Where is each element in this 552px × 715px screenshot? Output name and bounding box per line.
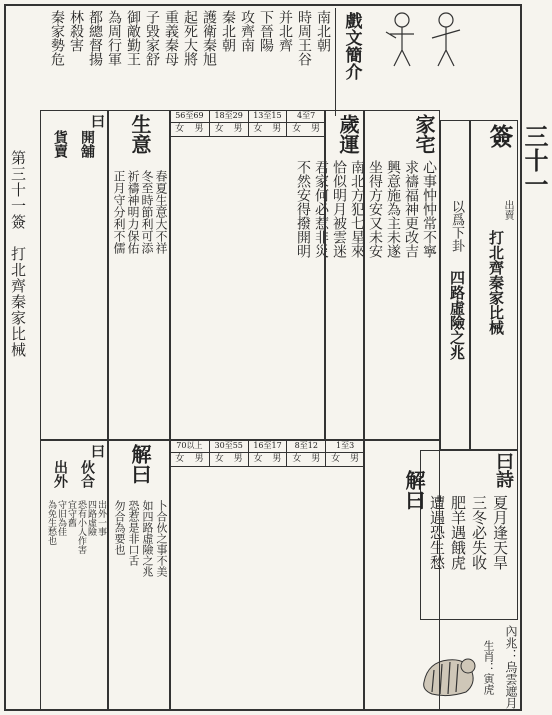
- gender-label: 男: [194, 454, 204, 464]
- story-column: 秦北朝: [220, 10, 236, 52]
- gender-labels: [249, 123, 287, 136]
- gender-label: 女: [253, 454, 263, 464]
- chuwai-line: 恐有小人作害: [76, 500, 86, 554]
- jie-bottom-line: 恐惹是非口舌: [127, 500, 140, 566]
- chuwai-lines: [42, 500, 106, 705]
- jie-line: 心事忡忡常不寧: [421, 160, 437, 258]
- gender-label: 男: [233, 454, 243, 464]
- story-heading-box: [335, 8, 368, 116]
- poem-label: 曰詩: [493, 452, 514, 488]
- fortune-title: 三十一簽: [485, 124, 549, 196]
- gender-labels: [287, 453, 325, 466]
- age-bottom-divider: [170, 466, 364, 467]
- gender-label: 女: [253, 124, 263, 134]
- age-range-header: [209, 110, 248, 136]
- story-column: 重義秦母: [163, 10, 179, 66]
- gender-label: 女: [214, 124, 224, 134]
- day-label-1: 曰: [89, 114, 105, 128]
- gender-labels: [326, 453, 364, 466]
- jie-bottom-lines: [110, 500, 168, 705]
- gender-labels: [249, 453, 287, 466]
- day-label-2: 曰: [89, 444, 105, 458]
- gender-label: 女: [292, 124, 302, 134]
- shengyi-line: 冬至時節利可添: [140, 170, 154, 254]
- age-range-header: [170, 110, 209, 136]
- age-range-label: 30至55: [210, 440, 248, 453]
- shengyi-line: 正月守分利不儒: [112, 170, 126, 254]
- age-range-label: 8至12: [287, 440, 325, 453]
- jie-line: 不然安得撥開明: [295, 160, 311, 258]
- gua-summary: 四路虛險之兆: [448, 270, 466, 360]
- shengyi-line: 祈禱神明力保佑: [126, 170, 140, 254]
- age-table-top-header: [170, 110, 325, 136]
- chuwai-line: 守旧為佳: [56, 500, 66, 536]
- fortune-story-title: 打北齊秦家比械: [487, 230, 505, 335]
- gender-labels: [210, 123, 248, 136]
- age-range-header: [209, 440, 248, 466]
- age-table-top: [170, 110, 325, 440]
- jiaoyi-title: 貨賣: [52, 130, 68, 158]
- suiyun-title: 歲運: [336, 114, 360, 154]
- poem-line: 遭遇恐生愁: [428, 495, 446, 570]
- gender-labels: [170, 123, 209, 136]
- gender-label: 女: [175, 124, 185, 134]
- poem-line: 肥羊遇餓虎: [449, 495, 467, 570]
- gender-label: 男: [311, 454, 321, 464]
- gender-label: 男: [311, 124, 321, 134]
- chuwai-line: 宜守舊: [66, 500, 76, 527]
- story-column: 為周行軍: [106, 10, 122, 66]
- age-range-label: 1至3: [326, 440, 364, 453]
- story-column: 秦家勢危: [49, 10, 65, 66]
- age-range-label: 4至7: [287, 110, 325, 123]
- gender-labels: [210, 453, 248, 466]
- story-block: [40, 8, 370, 116]
- age-range-header: [325, 440, 364, 466]
- poem-line: 三冬必失收: [470, 495, 488, 570]
- tiger-inner-text: 內兆：烏雲遮月: [504, 625, 518, 709]
- chuwai-line: 為免生愁也: [46, 500, 56, 545]
- story-column: 下晉陽: [258, 10, 274, 52]
- jie-bottom-line: 如四路虛險之兆: [141, 500, 154, 577]
- jie-line: 南北方犯七星來: [349, 160, 365, 258]
- poem-line: 夏月逢天旱: [491, 495, 509, 570]
- gender-labels: [287, 123, 325, 136]
- jie-line: 君家何必惹非災: [313, 160, 329, 258]
- shengyi-title: 生意: [128, 114, 152, 154]
- gender-label: 男: [194, 124, 204, 134]
- jie-bottom-title: 解曰: [402, 470, 426, 510]
- jie-line: 坐得方安又未安: [367, 160, 383, 258]
- age-range-header: [248, 440, 287, 466]
- story-column: 子毀家舒: [144, 10, 160, 66]
- age-table-bottom: [170, 440, 364, 710]
- story-heading: 戲文簡介: [341, 12, 362, 80]
- age-range-header: [248, 110, 287, 136]
- story-column: 并北齊: [277, 10, 293, 52]
- side-caption: 第三十一簽 打北齊秦家比械: [9, 150, 27, 358]
- age-range-label: 13至15: [249, 110, 287, 123]
- story-column: 林殺害: [68, 10, 84, 52]
- tiger-zodiac-label: 生肖：寅虎: [482, 640, 495, 695]
- gender-label: 男: [272, 454, 282, 464]
- age-range-header: [286, 110, 325, 136]
- gender-label: 女: [214, 454, 224, 464]
- jie-line: 興意施為主未遂: [385, 160, 401, 258]
- age-range-header: [286, 440, 325, 466]
- gender-label: 女: [175, 454, 185, 464]
- gender-label: 女: [292, 454, 302, 464]
- age-range-header: [170, 440, 209, 466]
- story-column: 時周王谷: [296, 10, 312, 66]
- jie-bottom-line: 勿合為要也: [113, 500, 126, 555]
- story-column: 御敵勤王: [125, 10, 141, 66]
- gender-label: 男: [272, 124, 282, 134]
- story-column: 南北朝: [315, 10, 331, 52]
- jie-line: 恰似明月被雲迷: [331, 160, 347, 258]
- gender-label: 女: [331, 454, 341, 464]
- story-column: 都總督揚: [87, 10, 103, 66]
- gender-label: 男: [350, 454, 360, 464]
- story-columns: [40, 10, 332, 114]
- fortune-source-label: 出賣: [502, 200, 513, 220]
- chuwai-title: 出外: [52, 460, 68, 488]
- gua-label: 以爲下卦: [449, 200, 464, 252]
- story-column: 起死大將: [182, 10, 198, 66]
- jiazhai-title: 家宅: [412, 114, 436, 154]
- opera-figures-image: [382, 8, 472, 68]
- story-column: 攻齊南: [239, 10, 255, 52]
- age-range-label: 56至69: [170, 110, 209, 123]
- jie-lines: [295, 160, 438, 436]
- age-range-label: 70以上: [170, 440, 209, 453]
- kaipu-title: 開舖: [79, 130, 95, 158]
- chuwai-line: 出外一事: [96, 500, 106, 536]
- age-top-divider: [170, 136, 325, 137]
- jie-line: 求禱福神更改吉: [403, 160, 419, 258]
- hehuo-title: 伙合: [79, 460, 95, 488]
- shengyi-lines: [110, 170, 168, 435]
- jie-bottom-line: 卜合伙之事不美: [155, 500, 168, 577]
- age-table-bottom-header: [170, 440, 364, 466]
- age-range-label: 16至17: [249, 440, 287, 453]
- story-column: 護衛秦旭: [201, 10, 217, 66]
- gender-labels: [170, 453, 209, 466]
- jieyue-title: 解曰: [128, 444, 152, 484]
- chuwai-line: 四路虛險: [86, 500, 96, 536]
- age-range-label: 18至29: [210, 110, 248, 123]
- shengyi-line: 春夏生意大不祥: [154, 170, 168, 254]
- gender-label: 男: [233, 124, 243, 134]
